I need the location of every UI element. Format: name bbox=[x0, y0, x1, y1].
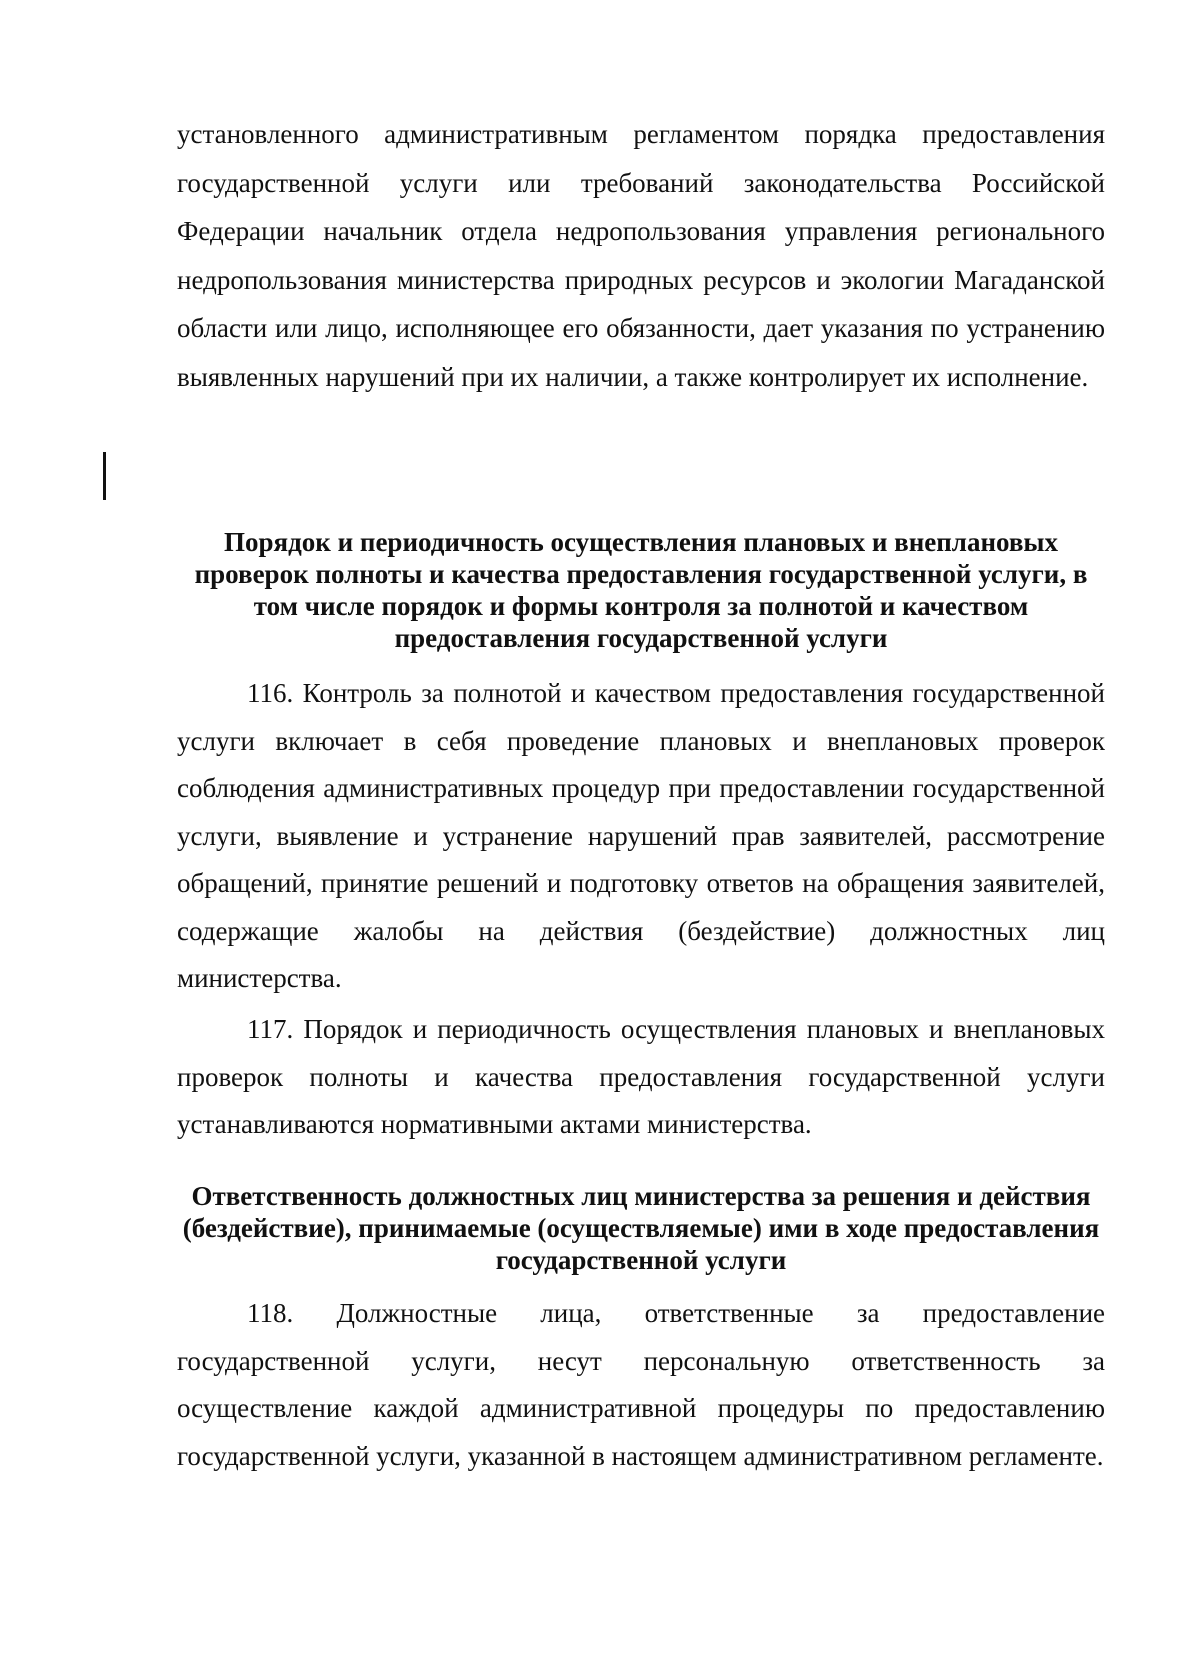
paragraph-117: 117. Порядок и периодичность осуществления плановых и внеплановых проверок полноты и качества предоставления государственной услуги устанавливаются нормативными актами министерства. bbox=[177, 1014, 1105, 1139]
paragraph-116: 116. Контроль за полнотой и качеством предоставления государственной услуги включает в себя проведение плановых и внеплановых проверок соблюдения административных процедур при предоставлении государственной услуги, выявление и устранение нарушений прав заявителей, рассмотрение обращений, принятие решений и подготовку ответов на обращения заявителей, содержащие жалобы на действия (бездействие) должностных лиц министерства. bbox=[177, 678, 1105, 993]
revision-bar bbox=[103, 452, 106, 500]
paragraph-118: 118. Должностные лица, ответственные за предоставление государственной услуги, несут персональную ответственность за осуществление каждой административной процедуры по предоставлению государственной услуги, указанной в настоящем административном регламенте. bbox=[177, 1298, 1105, 1471]
section-heading-inspections: Порядок и периодичность осуществления плановых и внеплановых проверок полноты и качества предоставления государственной услуги, в том числе порядок и формы контроля за полнотой и качеством предоставления государственной услуги bbox=[194, 527, 1088, 653]
paragraph-continuation: установленного административным регламентом порядка предоставления государственной услуги или требований законодательства Российской Федерации начальник отдела недропользования управления регионального недропользования министерства природных ресурсов и экологии Магаданской области или лицо, исполняющее его обязанности, дает указания по устранению выявленных нарушений при их наличии, а также контролирует их исполнение. bbox=[177, 119, 1105, 392]
section-heading-responsibility: Ответственность должностных лиц министерства за решения и действия (бездействие), принимаемые (осуществляемые) ими в ходе предоставления государственной услуги bbox=[182, 1181, 1100, 1275]
